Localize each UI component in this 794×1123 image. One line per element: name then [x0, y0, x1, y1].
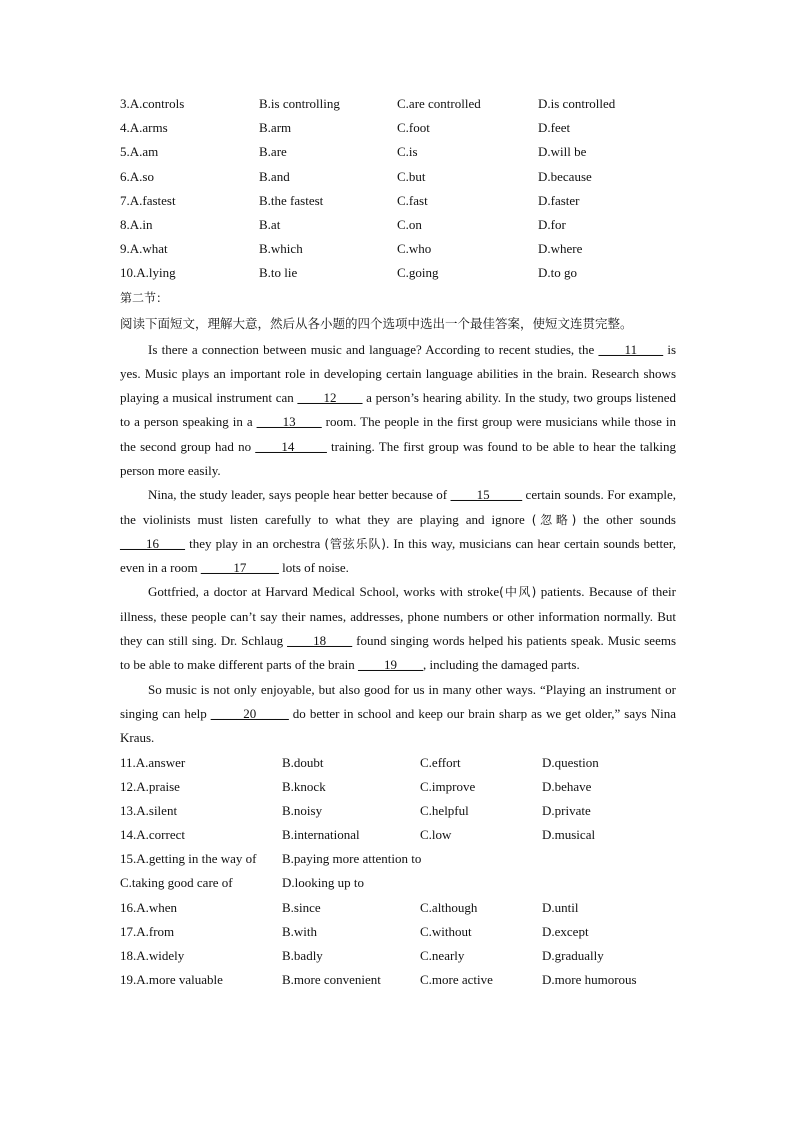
option-b: B.knock: [282, 778, 326, 794]
chinese-gloss: (忽略): [531, 512, 577, 527]
option-row-q11: [120, 751, 676, 775]
passage-text: Gottfried, a doctor at Harvard Medical School, works with stroke: [148, 584, 500, 600]
passage-text: a person’s hearing ability. In the study, two groups listened to a person speaking in a: [120, 390, 676, 430]
option-d: D.private: [542, 802, 591, 818]
option-c: C.without: [420, 923, 472, 939]
option-c: C.foot: [397, 120, 430, 136]
option-b: B.are: [259, 144, 287, 160]
option-row-q6: [120, 165, 676, 189]
option-d: D.question: [542, 754, 599, 770]
blank-19: ____19____: [358, 657, 424, 673]
chinese-gloss: (管弦乐队): [324, 536, 386, 551]
blank-13: ____13____: [256, 414, 322, 430]
passage-paragraph-4: [120, 678, 676, 751]
option-row-q10: [120, 261, 676, 285]
option-c: C.fast: [397, 192, 428, 208]
option-c: C.who: [397, 241, 432, 257]
passage-text: found singing words helped his patients speak. Music seems to be able to make different parts of the brain: [120, 633, 677, 673]
passage-paragraph-2: [120, 483, 676, 580]
option-d: D.until: [542, 899, 579, 915]
option-d: D.will be: [538, 144, 587, 160]
option-b: B.badly: [282, 948, 323, 964]
option-b: B.since: [282, 899, 321, 915]
option-d: D.for: [538, 216, 566, 232]
blank-12: ____12____: [297, 390, 363, 406]
option-a: 15.A.getting in the way of: [120, 851, 257, 867]
option-row-q8: [120, 213, 676, 237]
option-row-q15: [120, 847, 676, 871]
option-d: D.behave: [542, 778, 592, 794]
option-c: C.going: [397, 265, 439, 281]
blank-20: _____20_____: [210, 705, 289, 721]
option-c: C.nearly: [420, 948, 465, 964]
option-a: 19.A.more valuable: [120, 972, 223, 988]
passage-text: So music is not only enjoyable, but also good for us in many other ways. “Playing an instrument or singing can help: [120, 681, 676, 721]
option-a: 9.A.what: [120, 241, 168, 257]
blank-11: ____11____: [598, 341, 664, 357]
option-b: B.which: [259, 241, 303, 257]
option-d: D.gradually: [542, 948, 604, 964]
blank-17: _____17_____: [200, 560, 279, 576]
option-row-q16: [120, 896, 676, 920]
passage-text: Is there a connection between music and language? According to recent studies, the: [148, 341, 599, 357]
option-b: B.paying more attention to: [282, 851, 422, 867]
option-d: D.more humorous: [542, 972, 637, 988]
option-c: C.helpful: [420, 802, 469, 818]
option-d: D.musical: [542, 827, 596, 843]
section-instruction: 阅读下面短文，理解大意，然后从各小题的四个选项中选出一个最佳答案，使短文连贯完整。: [120, 315, 633, 331]
option-c: C.improve: [420, 778, 476, 794]
option-a: 14.A.correct: [120, 827, 185, 843]
option-d: D.to go: [538, 265, 577, 281]
option-a: 4.A.arms: [120, 120, 168, 136]
option-c: C.are controlled: [397, 96, 481, 111]
option-a: 5.A.am: [120, 144, 159, 160]
option-d: D.feet: [538, 120, 571, 136]
passage-text: lots of noise.: [278, 560, 349, 576]
option-a: 10.A.lying: [120, 265, 176, 281]
option-a: 17.A.from: [120, 923, 175, 939]
option-b: B.noisy: [282, 802, 323, 818]
option-row-q5: [120, 140, 676, 164]
option-c: C.taking good care of: [120, 875, 233, 891]
option-a: 8.A.in: [120, 216, 153, 232]
passage-text: do better in school and keep our brain sharp as we get older,” says Nina Kraus.: [120, 705, 676, 746]
passage-text: patients. Because of their illness, these people can’t say their names, addresses, phone numbers or other information normally. But they can still sing. Dr. Schlaug: [120, 584, 676, 649]
option-row-q17: [120, 920, 676, 944]
passage-text: room. The people in the first group were musicians while those in the second group had no: [120, 414, 676, 454]
blank-14: ____14_____: [255, 438, 327, 454]
option-a: 6.A.so: [120, 168, 154, 184]
option-row-q13: [120, 799, 676, 823]
blank-18: ____18____: [287, 633, 353, 649]
option-c: C.but: [397, 168, 426, 184]
option-a: 11.A.answer: [120, 754, 186, 770]
option-row-q7: [120, 189, 676, 213]
option-c: C.is: [397, 144, 418, 160]
chinese-gloss: (中风): [499, 585, 537, 600]
option-row-q4: [120, 116, 676, 140]
blank-15: ____15_____: [450, 487, 523, 503]
option-row-q15-cont: [120, 871, 676, 895]
option-c: C.although: [420, 899, 478, 915]
option-c: C.low: [420, 827, 452, 843]
exam-page: [120, 92, 676, 992]
option-c: C.on: [397, 216, 422, 232]
option-b: B.arm: [259, 120, 292, 136]
option-d: D.looking up to: [282, 875, 364, 891]
passage-text: , including the damaged parts.: [423, 657, 580, 673]
passage-text: they play in an orchestra: [185, 535, 325, 551]
option-c: C.more active: [420, 972, 493, 988]
options-block-2: [120, 751, 676, 993]
option-row-q9: [120, 237, 676, 261]
passage-text: training. The first group was found to be able to hear the talking person more easily.: [120, 438, 676, 478]
option-b: B.the fastest: [259, 192, 324, 208]
option-b: B.with: [282, 923, 318, 939]
passage-text: certain sounds. For example, the violinists must listen carefully to what they are playing and ignore: [120, 487, 676, 527]
option-c: C.effort: [420, 754, 461, 770]
passage-text: is yes. Music plays an important role in developing certain language abilities in the brain. Research shows playing a musical instrument can: [120, 341, 677, 406]
option-b: B.and: [259, 168, 290, 184]
passage-paragraph-3: [120, 580, 676, 677]
option-b: B.international: [282, 827, 360, 843]
option-a: 7.A.fastest: [120, 192, 176, 208]
option-d: D.is controlled: [538, 96, 616, 111]
option-a: 16.A.when: [120, 899, 178, 915]
option-row-q14: [120, 823, 676, 847]
passage-text: Nina, the study leader, says people hear better because of: [148, 487, 451, 503]
option-d: D.because: [538, 168, 592, 184]
option-b: B.more convenient: [282, 972, 381, 988]
blank-16: ____16____: [120, 535, 185, 551]
passage-text: the other sounds: [576, 511, 676, 527]
option-row-q3: [120, 92, 676, 116]
section-title: 第二节：: [120, 290, 169, 305]
option-d: D.where: [538, 241, 583, 257]
option-row-q12: [120, 775, 676, 799]
option-a: 3.A.controls: [120, 96, 185, 111]
option-row-q18: [120, 944, 676, 968]
option-b: B.at: [259, 216, 281, 232]
passage-paragraph-1: [120, 338, 676, 484]
option-b: B.doubt: [282, 754, 324, 770]
option-d: D.faster: [538, 192, 580, 208]
option-a: 12.A.praise: [120, 778, 180, 794]
option-a: 18.A.widely: [120, 948, 185, 964]
option-b: B.is controlling: [259, 96, 340, 111]
option-d: D.except: [542, 923, 589, 939]
option-a: 13.A.silent: [120, 802, 178, 818]
passage-text: . In this way, musicians can hear certain sounds better, even in a room: [120, 535, 676, 576]
option-b: B.to lie: [259, 265, 298, 281]
options-block-1: [120, 92, 676, 286]
option-row-q19: [120, 968, 676, 992]
